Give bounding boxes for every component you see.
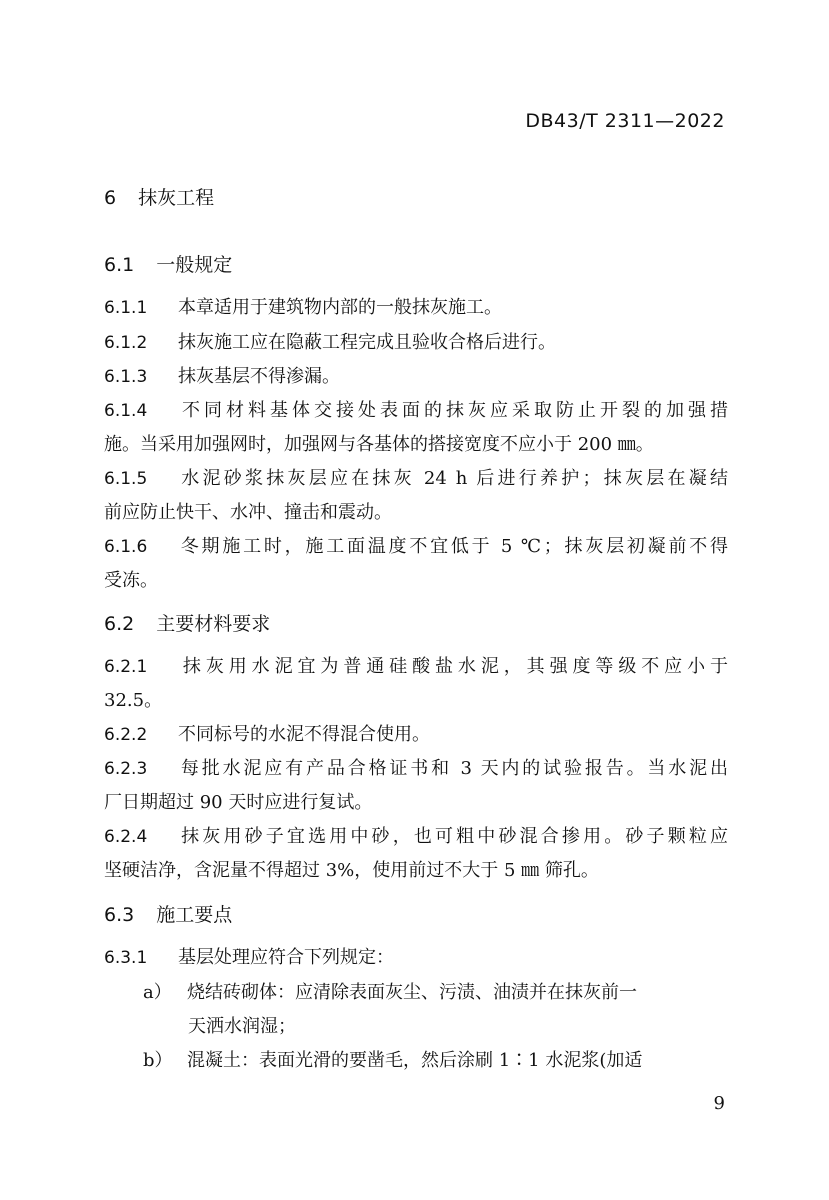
- clause-6-1-5-line-2: 前应防止快干、水冲、撞击和震动。: [104, 502, 392, 523]
- clause-text: 每批水泥应有产品合格证书和 3 天内的试验报告。当水泥出: [178, 758, 728, 779]
- chapter-number: 6: [104, 187, 117, 209]
- clause-text: 不同标号的水泥不得混合使用。: [178, 724, 430, 745]
- clause-6-1-6-line-2: 受冻。: [104, 570, 158, 591]
- clause-text: 冬期施工时，施工面温度不宜低于 5 ℃；抹灰层初凝前不得: [178, 536, 728, 557]
- clause-6-1-4-line-2: 施。当采用加强网时，加强网与各基体的搭接宽度不应小于 200 ㎜。: [104, 434, 654, 455]
- chapter-heading: [104, 183, 214, 210]
- section-title: 一般规定: [156, 254, 233, 276]
- section-heading-6-2: [104, 609, 270, 636]
- section-title: 主要材料要求: [156, 613, 271, 635]
- clause-text: 本章适用于建筑物内部的一般抹灰施工。: [178, 297, 502, 318]
- clause-6-2-1-line-2: 32.5。: [104, 690, 163, 711]
- clause-text: 抹灰用砂子宜选用中砂，也可粗中砂混合掺用。砂子颗粒应: [178, 826, 728, 847]
- clause-number: 6.1.5: [104, 469, 148, 489]
- section-number: 6.3: [104, 904, 135, 926]
- list-text: 混凝土：表面光滑的要凿毛，然后涂刷 1∶1 水泥浆(加适: [187, 1050, 643, 1071]
- clause-text: 水泥砂浆抹灰层应在抹灰 24 h 后进行养护；抹灰层在凝结: [178, 468, 728, 489]
- clause-6-1-3: [104, 365, 728, 389]
- clause-6-1-4-line-1: [104, 399, 728, 423]
- clause-6-2-2: [104, 723, 728, 747]
- clause-number: 6.1.2: [104, 333, 148, 353]
- list-label: b）: [143, 1050, 173, 1071]
- section-number: 6.1: [104, 254, 135, 276]
- clause-6-1-6-line-1: [104, 535, 728, 559]
- clause-6-1-2: [104, 331, 728, 355]
- page-number: 9: [713, 1093, 725, 1114]
- clause-text: 抹灰用水泥宜为普通硅酸盐水泥，其强度等级不应小于: [178, 656, 728, 677]
- clause-number: 6.1.4: [104, 401, 148, 421]
- doc-code-header: DB43/T 2311—2022: [525, 110, 725, 132]
- clause-6-2-1-line-1: [104, 655, 728, 679]
- section-number: 6.2: [104, 613, 135, 635]
- clause-number: 6.2.1: [104, 657, 148, 677]
- clause-number: 6.1.3: [104, 367, 148, 387]
- list-item-a-line-1: [143, 981, 728, 1004]
- section-heading-6-1: [104, 250, 232, 277]
- clause-6-3-1: [104, 946, 728, 970]
- clause-number: 6.3.1: [104, 948, 148, 968]
- clause-number: 6.2.4: [104, 827, 148, 847]
- section-title: 施工要点: [156, 904, 233, 926]
- clause-6-1-5-line-1: [104, 467, 728, 491]
- list-item-b-line-1: [143, 1049, 728, 1072]
- clause-6-2-3-line-2: 厂日期超过 90 天时应进行复试。: [104, 792, 373, 813]
- clause-number: 6.1.6: [104, 537, 148, 557]
- clause-6-2-4-line-1: [104, 825, 728, 849]
- clause-6-1-1: [104, 296, 728, 320]
- clause-number: 6.1.1: [104, 298, 148, 318]
- list-label: a）: [143, 982, 172, 1003]
- clause-text: 抹灰基层不得渗漏。: [178, 366, 340, 387]
- clause-number: 6.2.3: [104, 759, 148, 779]
- section-heading-6-3: [104, 900, 232, 927]
- clause-text: 不同材料基体交接处表面的抹灰应采取防止开裂的加强措: [178, 400, 728, 421]
- clause-6-2-4-line-2: 坚硬洁净，含泥量不得超过 3%，使用前过不大于 5 ㎜ 筛孔。: [104, 860, 599, 881]
- chapter-title: 抹灰工程: [138, 187, 215, 209]
- clause-text: 基层处理应符合下列规定：: [178, 947, 394, 968]
- list-item-a-line-2: 天洒水润湿；: [188, 1016, 296, 1037]
- clause-6-2-3-line-1: [104, 757, 728, 781]
- list-text: 烧结砖砌体：应清除表面灰尘、污渍、油渍并在抹灰前一: [187, 982, 637, 1003]
- clause-number: 6.2.2: [104, 725, 148, 745]
- clause-text: 抹灰施工应在隐蔽工程完成且验收合格后进行。: [178, 332, 556, 353]
